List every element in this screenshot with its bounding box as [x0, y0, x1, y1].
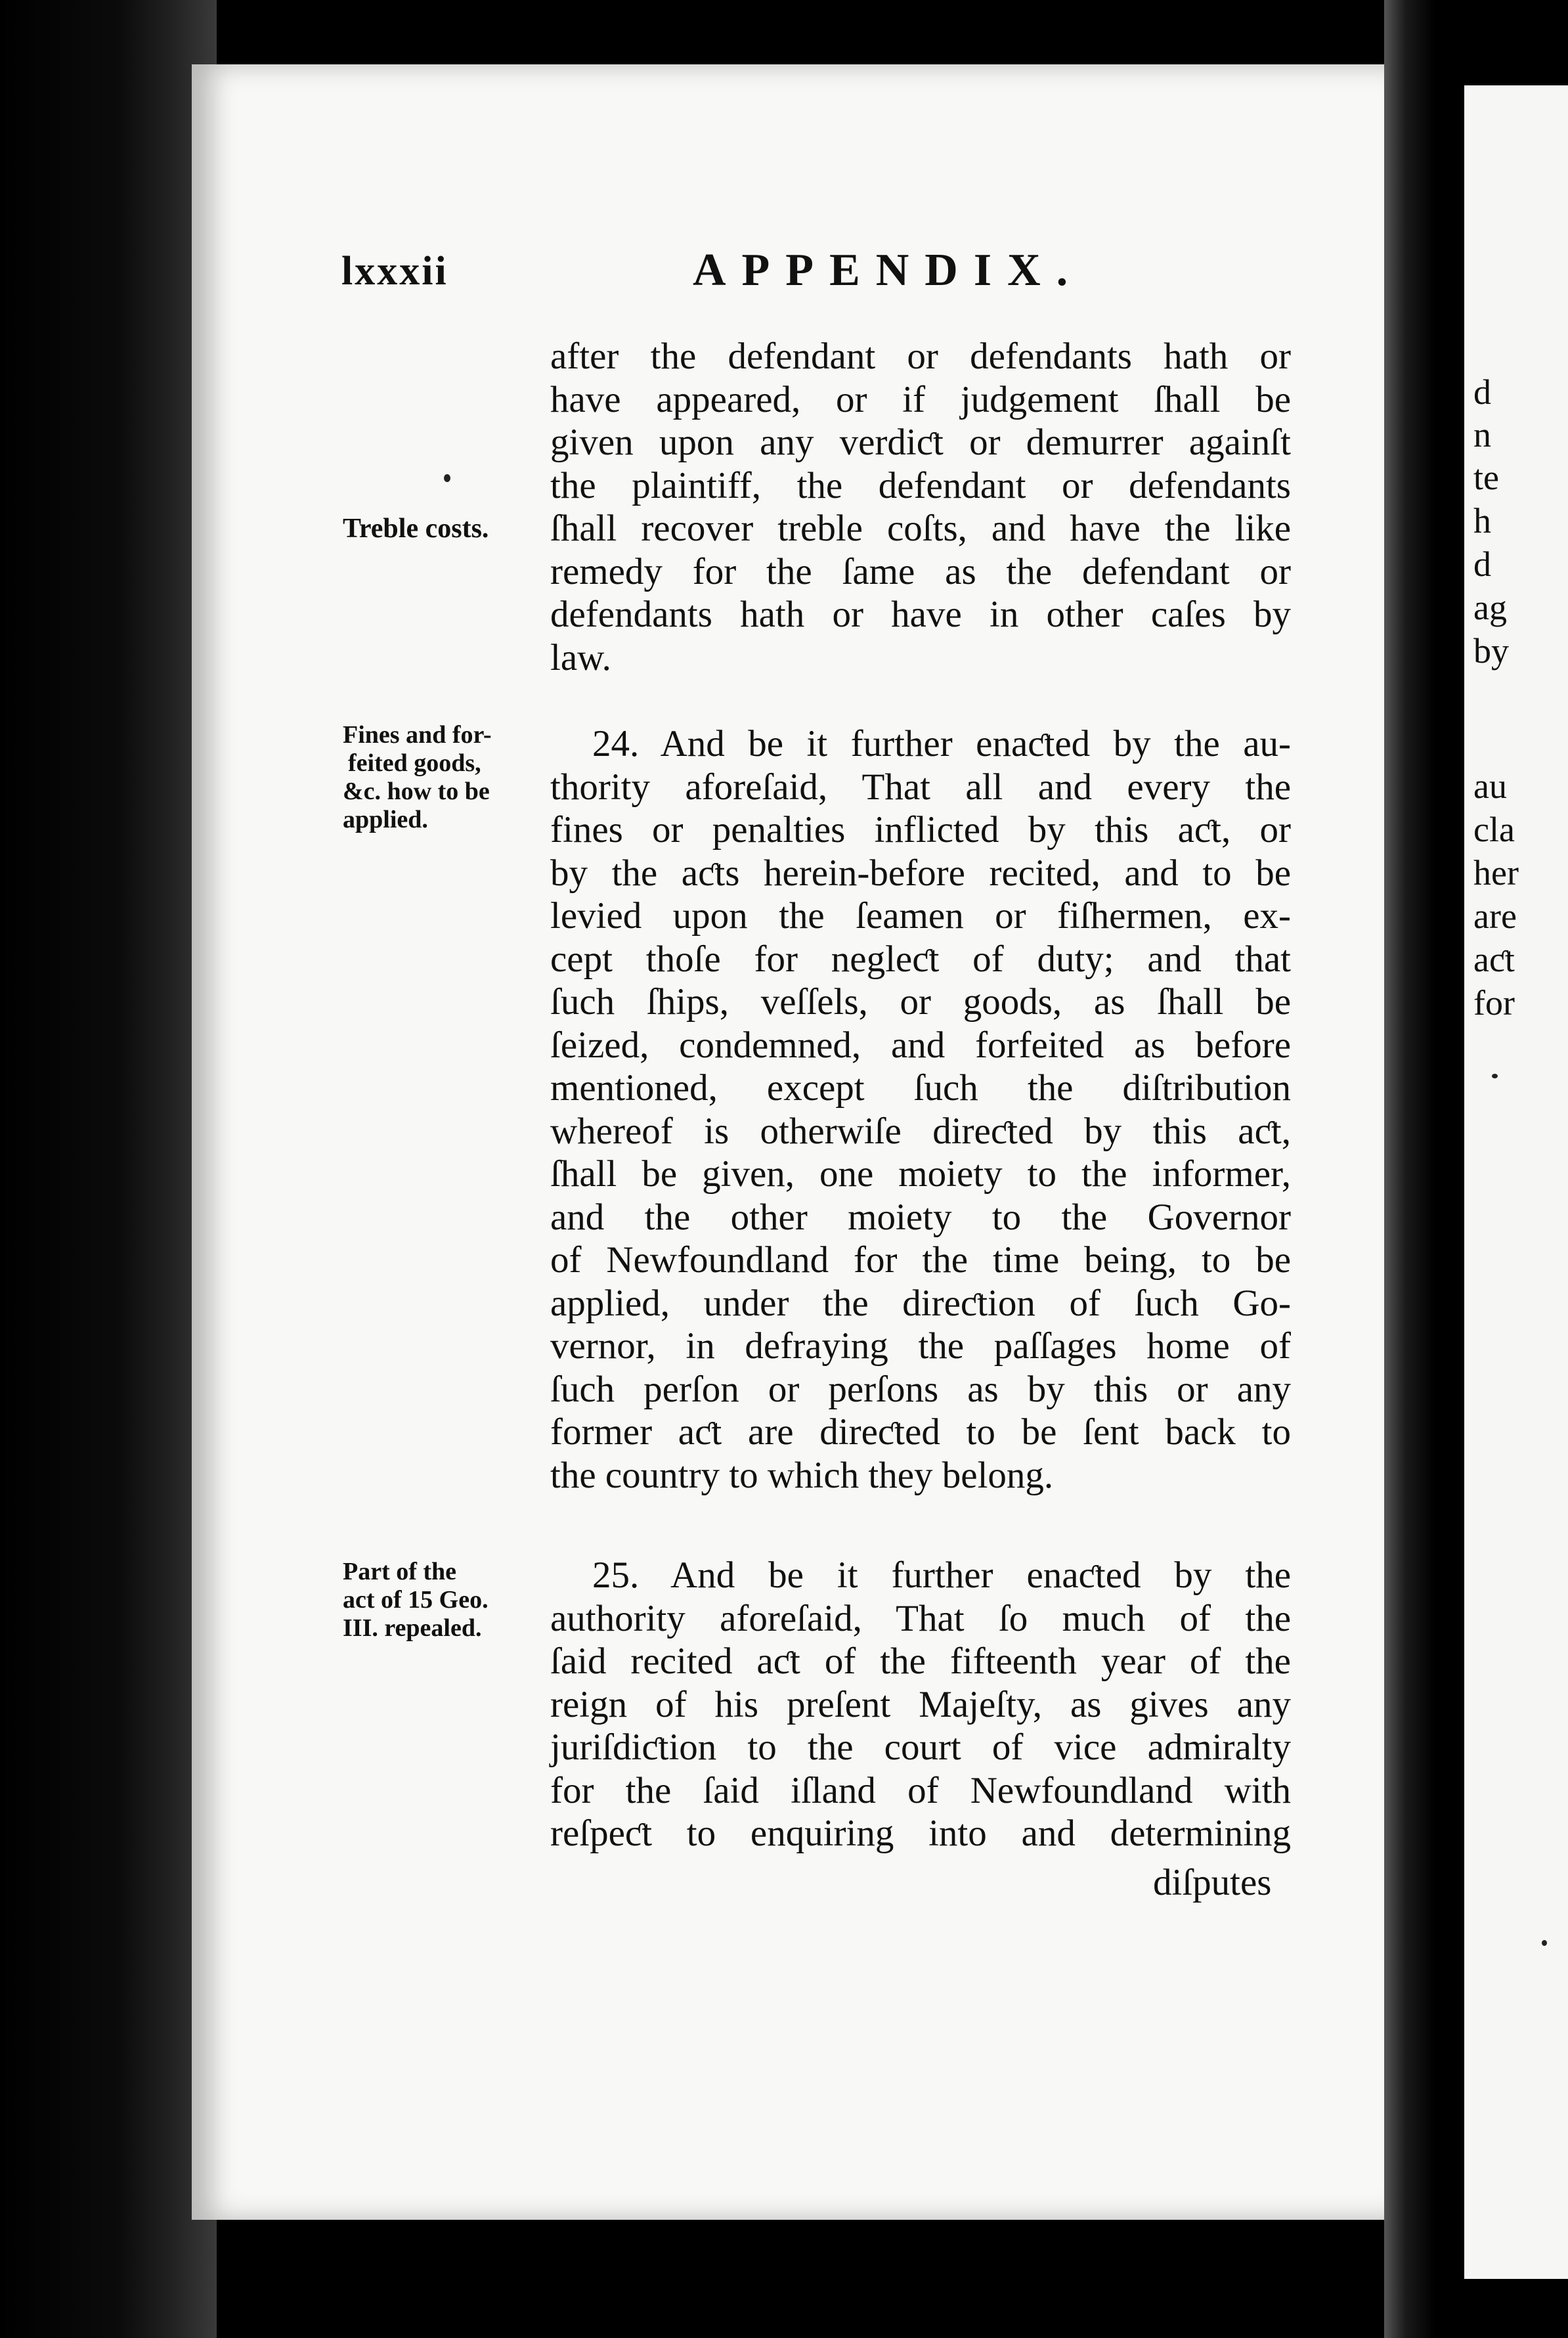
facing-page-text: aƈt — [1473, 940, 1515, 979]
ink-speck — [444, 474, 450, 482]
text-line: ſhall be given, one moiety to the informer, — [550, 1153, 1291, 1195]
book-gutter — [1384, 0, 1470, 2338]
margin-note-line: feited goods, — [348, 749, 481, 777]
text-line: former aƈt are direƈted to be ſent back to — [550, 1411, 1291, 1453]
text-line: for the ſaid iſland of Newfoundland with — [550, 1769, 1291, 1811]
text-line: given upon any verdiƈt or demurrer againſt — [550, 422, 1291, 463]
page-number: lxxxii — [341, 249, 448, 294]
text-line: ſuch perſon or perſons as by this or any — [550, 1368, 1291, 1410]
text-line: the plaintiff, the defendant or defendants — [550, 464, 1291, 506]
running-head: APPENDIX. — [693, 245, 1084, 296]
facing-page-text: d — [1473, 372, 1491, 412]
text-line: reign of his preſent Majeſty, as gives any — [550, 1683, 1291, 1725]
ink-speck — [1492, 1074, 1498, 1078]
facing-page-text: her — [1473, 853, 1519, 893]
margin-note-line: applied. — [343, 806, 428, 833]
facing-page-text: by — [1473, 631, 1509, 671]
text-line: reſpeƈt to enquiring into and determining — [550, 1813, 1291, 1854]
paragraph-24 — [550, 722, 1291, 1497]
scan-border-left — [0, 0, 217, 2338]
text-line: ſhall recover treble coſts, and have the like — [550, 508, 1291, 549]
paragraph-25 — [550, 1554, 1291, 1855]
facing-page-text: au — [1473, 766, 1507, 806]
text-line: authority aforeſaid, That ſo much of the — [550, 1597, 1291, 1639]
margin-note-line: &c. how to be — [343, 778, 490, 805]
margin-note-fines — [343, 721, 540, 834]
facing-page-text: ag — [1473, 588, 1507, 627]
text-line: have appeared, or if judgement ſhall be — [550, 378, 1291, 420]
text-line: whereof is otherwiſe direƈted by this aƈt, — [550, 1110, 1291, 1152]
text-line: 25. And be it further enaƈted by the — [592, 1555, 1291, 1596]
facing-page-text: h — [1473, 501, 1491, 540]
text-line: defendants hath or have in other caſes by — [550, 594, 1291, 635]
paragraph-continuation — [550, 335, 1291, 679]
text-line: the country to which they belong. — [550, 1454, 1054, 1496]
text-line: of Newfoundland for the time being, to be — [550, 1239, 1291, 1281]
text-line: levied upon the ſeamen or fiſhermen, ex- — [550, 895, 1291, 937]
catchword: diſputes — [1153, 1862, 1272, 1903]
ink-speck — [1542, 1940, 1547, 1946]
text-line: and the other moiety to the Governor — [550, 1196, 1291, 1238]
text-line: mentioned, except ſuch the diſtribution — [550, 1067, 1291, 1109]
text-line: ſeized, condemned, and forfeited as before — [550, 1024, 1291, 1066]
margin-note-treble-costs: Treble costs. — [343, 514, 489, 544]
facing-page-text: are — [1473, 896, 1517, 936]
margin-note-line: act of 15 Geo. — [343, 1586, 489, 1614]
text-line: juriſdiƈtion to the court of vice admiralty — [550, 1727, 1291, 1768]
facing-page-text: d — [1473, 544, 1491, 584]
facing-page-text: for — [1473, 983, 1515, 1023]
margin-note-repealed — [343, 1558, 540, 1643]
margin-note-line: Fines and for- — [343, 721, 492, 749]
margin-note-line: Part of the — [343, 1558, 457, 1585]
facing-page-text: te — [1473, 458, 1499, 497]
facing-page-text: cla — [1473, 810, 1515, 849]
margin-note-line: III. repealed. — [343, 1614, 482, 1642]
text-line: 24. And be it further enaƈted by the au- — [592, 723, 1291, 764]
text-line: cept thoſe for negleƈt of duty; and that — [550, 938, 1291, 980]
text-line: by the aƈts herein-before recited, and to be — [550, 852, 1291, 894]
text-line: ſuch ſhips, veſſels, or goods, as ſhall be — [550, 981, 1291, 1023]
text-line: after the defendant or defendants hath or — [550, 336, 1291, 377]
facing-page-fragment — [1464, 85, 1568, 2279]
facing-page-text: n — [1473, 415, 1491, 454]
text-line: remedy for the ſame as the defendant or — [550, 550, 1291, 592]
text-line: thority aforeſaid, That all and every the — [550, 766, 1291, 808]
text-line: ſaid recited aƈt of the fifteenth year of the — [550, 1641, 1291, 1682]
text-line: law. — [550, 636, 611, 678]
text-line: fines or penalties inflicted by this aƈt, or — [550, 809, 1291, 850]
text-line: vernor, in defraying the paſſages home of — [550, 1325, 1291, 1367]
text-line: applied, under the direƈtion of ſuch Go- — [550, 1282, 1291, 1324]
